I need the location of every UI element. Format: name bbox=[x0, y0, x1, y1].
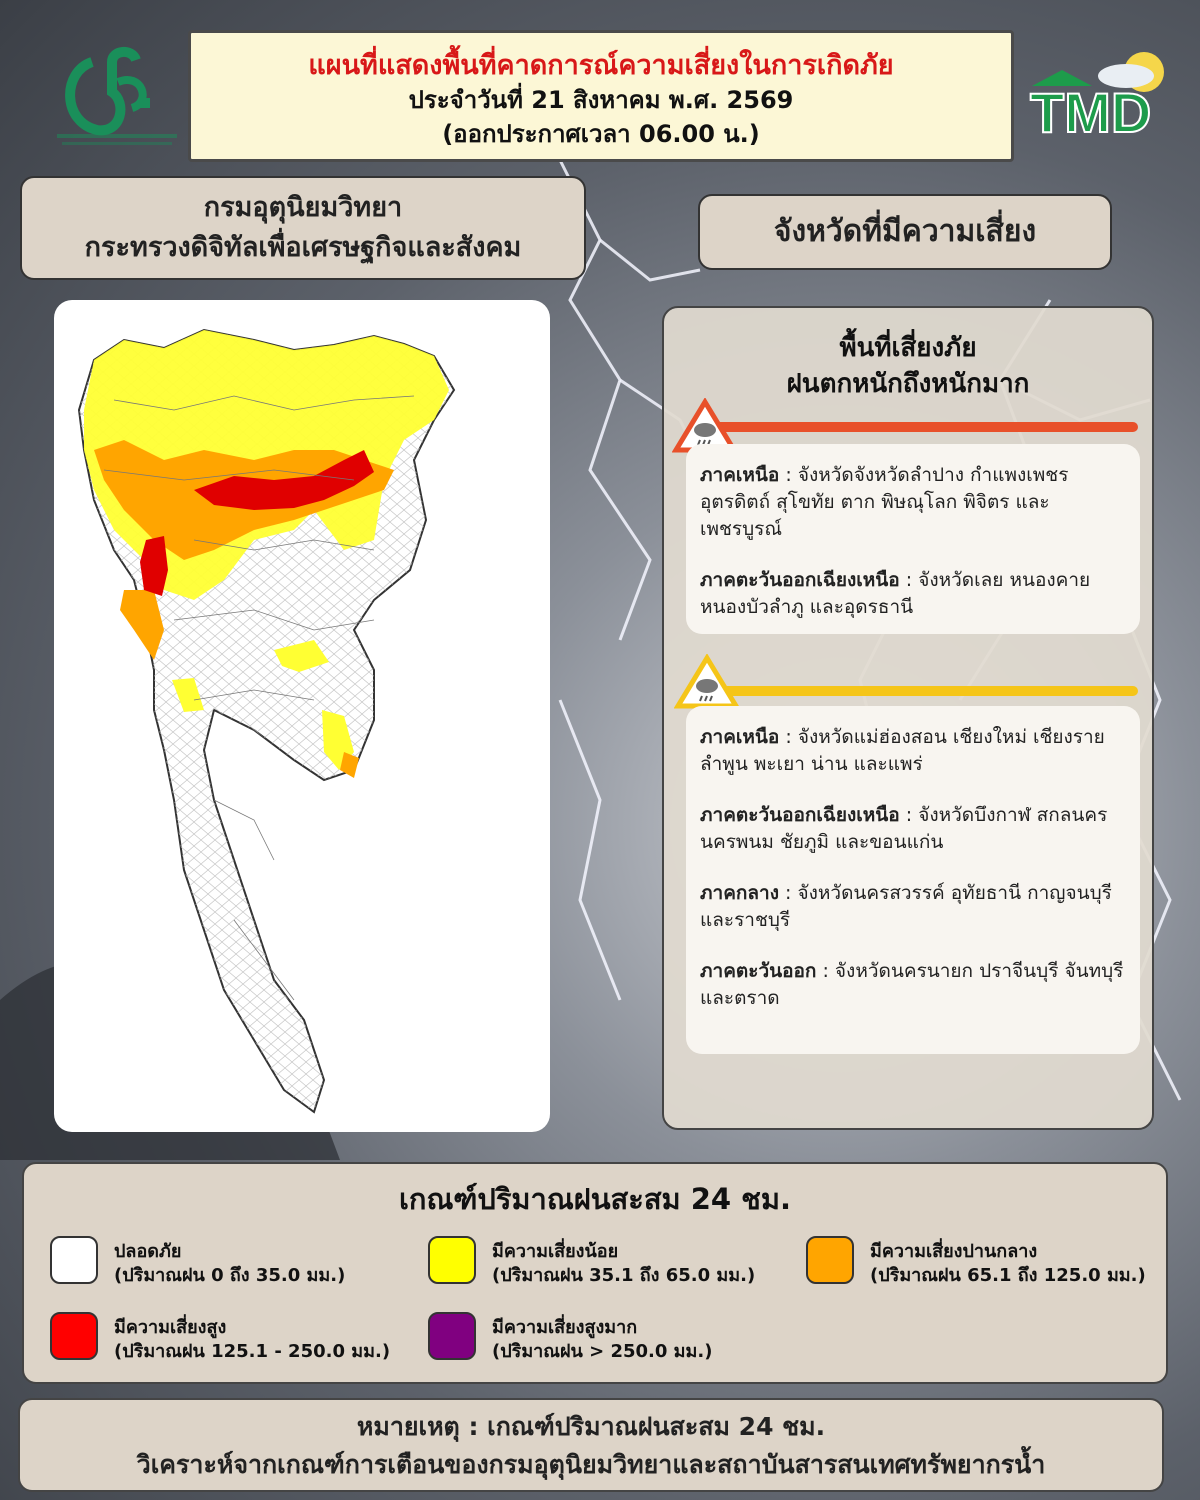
legend-label: มีความเสี่ยงสูง bbox=[114, 1317, 227, 1338]
legend-label: มีความเสี่ยงปานกลาง bbox=[870, 1241, 1038, 1262]
legend-title: เกณฑ์ปริมาณฝนสะสม 24 ชม. bbox=[398, 1182, 791, 1216]
legend-swatch bbox=[50, 1236, 98, 1284]
provinces-title: จังหวัดที่มีความเสี่ยง bbox=[698, 194, 1112, 270]
region-provinces: จังหวัดเลย หนองคาย หนองบัวลำภู และอุดรธานี bbox=[700, 569, 1091, 618]
legend-range: (ปริมาณฝน 65.1 ถึง 125.0 มม.) bbox=[870, 1265, 1146, 1286]
region-provinces: จังหวัดนครนายก ปราจีนบุรี จันทบุรี และตราด bbox=[700, 960, 1124, 1009]
legend-swatch bbox=[428, 1236, 476, 1284]
rain-warning-icon bbox=[674, 654, 740, 710]
footnote bbox=[18, 1398, 1164, 1492]
issued-time: (ออกประกาศเวลา 06.00 น.) bbox=[442, 120, 760, 148]
region-provinces: จังหวัดแม่ฮ่องสอน เชียงใหม่ เชียงราย ลำพูน พะเยา น่าน และแพร่ bbox=[700, 726, 1105, 775]
region-label: ภาคตะวันออกเฉียงเหนือ bbox=[700, 804, 900, 826]
low-risk-northeast: ภาคตะวันออกเฉียงเหนือ : จังหวัดบึงกาฬ สกลนคร นครพนม ชัยภูมิ และขอนแก่น bbox=[700, 804, 1108, 853]
risk-areas-panel bbox=[662, 306, 1154, 1130]
forecast-date: ประจำวันที่ 21 สิงหาคม พ.ศ. 2569 bbox=[408, 86, 794, 114]
ministry-logo bbox=[52, 42, 182, 154]
ministry-name: กระทรวงดิจิทัลเพื่อเศรษฐกิจและสังคม bbox=[84, 232, 522, 263]
high-risk-bar bbox=[708, 422, 1138, 432]
tmd-logo-text: TMD bbox=[1030, 81, 1152, 142]
legend-range: (ปริมาณฝน 35.1 ถึง 65.0 มม.) bbox=[492, 1265, 756, 1286]
risk-title: พื้นที่เสี่ยงภัย bbox=[839, 333, 977, 363]
low-risk-north: ภาคเหนือ : จังหวัดแม่ฮ่องสอน เชียงใหม่ เชียงราย ลำพูน พะเยา น่าน และแพร่ bbox=[700, 726, 1105, 775]
legend-range: (ปริมาณฝน 0 ถึง 35.0 มม.) bbox=[114, 1265, 346, 1286]
thailand-risk-map bbox=[54, 300, 550, 1132]
region-provinces: จังหวัดบึงกาฬ สกลนคร นครพนม ชัยภูมิ และขอนแก่น bbox=[700, 804, 1108, 853]
legend-swatch bbox=[806, 1236, 854, 1284]
legend-range: (ปริมาณฝน 125.1 - 250.0 มม.) bbox=[114, 1341, 391, 1362]
region-label: ภาคเหนือ bbox=[700, 464, 780, 486]
legend-label: ปลอดภัย bbox=[114, 1241, 182, 1262]
legend-label: มีความเสี่ยงน้อย bbox=[492, 1241, 619, 1262]
risk-subtitle: ฝนตกหนักถึงหนักมาก bbox=[786, 369, 1030, 399]
high-risk-north: ภาคเหนือ : จังหวัดจังหวัดลำปาง กำแพงเพชร อุตรดิตถ์ สุโขทัย ตาก พิษณุโลก พิจิตร และเพชรบูรณ์ bbox=[700, 464, 1069, 540]
department-box bbox=[20, 176, 586, 280]
low-risk-card bbox=[686, 706, 1140, 1054]
legend-swatch bbox=[50, 1312, 98, 1360]
low-risk-east: ภาคตะวันออก : จังหวัดนครนายก ปราจีนบุรี จันทบุรี และตราด bbox=[700, 960, 1124, 1009]
region-label: ภาคเหนือ bbox=[700, 726, 780, 748]
legend-label: มีความเสี่ยงสูงมาก bbox=[492, 1317, 638, 1338]
high-risk-card bbox=[686, 444, 1140, 634]
map-title: แผนที่แสดงพื้นที่คาดการณ์ความเสี่ยงในการเกิดภัย bbox=[308, 50, 894, 81]
rainfall-legend bbox=[22, 1162, 1168, 1384]
high-risk-northeast: ภาคตะวันออกเฉียงเหนือ : จังหวัดเลย หนองคาย หนองบัวลำภู และอุดรธานี bbox=[700, 569, 1091, 618]
region-label: ภาคตะวันออกเฉียงเหนือ bbox=[700, 569, 900, 591]
note-line-1: หมายเหตุ : เกณฑ์ปริมาณฝนสะสม 24 ชม. bbox=[356, 1412, 826, 1441]
low-risk-bar bbox=[708, 686, 1138, 696]
tmd-logo bbox=[1026, 46, 1178, 142]
low-risk-central: ภาคกลาง : จังหวัดนครสวรรค์ อุทัยธานี กาญจนบุรี และราชบุรี bbox=[700, 882, 1112, 931]
header-banner bbox=[188, 30, 1014, 162]
legend-swatch bbox=[428, 1312, 476, 1360]
region-provinces: จังหวัดจังหวัดลำปาง กำแพงเพชร อุตรดิตถ์ สุโขทัย ตาก พิษณุโลก พิจิตร และเพชรบูรณ์ bbox=[700, 464, 1069, 540]
region-label: ภาคกลาง bbox=[700, 882, 779, 904]
region-provinces: จังหวัดนครสวรรค์ อุทัยธานี กาญจนบุรี และราชบุรี bbox=[700, 882, 1112, 931]
department-name: กรมอุตุนิยมวิทยา bbox=[203, 192, 403, 223]
region-label: ภาคตะวันออก bbox=[700, 960, 817, 982]
legend-range: (ปริมาณฝน > 250.0 มม.) bbox=[492, 1341, 713, 1362]
note-line-2: วิเคราะห์จากเกณฑ์การเตือนของกรมอุตุนิยมวิทยาและสถาบันสารสนเทศทรัพยากรน้ำ bbox=[136, 1450, 1046, 1479]
